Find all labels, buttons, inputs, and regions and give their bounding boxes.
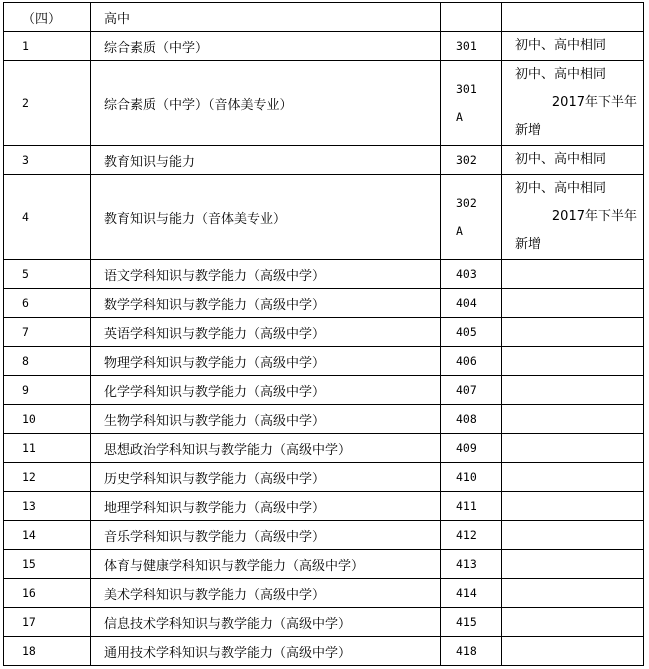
row-number: 1 — [4, 32, 91, 61]
subject-code-line: 301 — [456, 39, 477, 53]
remark-line: 初中、高中相同 — [515, 38, 607, 53]
remark — [502, 260, 644, 289]
subject-code — [441, 637, 502, 666]
remark — [502, 405, 644, 434]
subject-code-line: 415 — [456, 615, 477, 629]
row-number: 4 — [4, 175, 91, 260]
table-row — [4, 637, 644, 666]
table-row — [4, 175, 644, 260]
remark — [502, 347, 644, 376]
subject-code-line: 404 — [456, 296, 477, 310]
subject-code — [441, 376, 502, 405]
row-number: 2 — [4, 61, 91, 146]
subject-code-line: 408 — [456, 412, 477, 426]
subject-name: 化学学科知识与教学能力（高级中学） — [91, 376, 441, 405]
row-number: 15 — [4, 550, 91, 579]
row-number: 7 — [4, 318, 91, 347]
row-number: 13 — [4, 492, 91, 521]
table-row — [4, 146, 644, 175]
remark — [502, 32, 644, 61]
exam-subjects-table — [3, 2, 644, 666]
subject-name: 教育知识与能力（音体美专业） — [91, 175, 441, 260]
subject-code-line: 418 — [456, 644, 477, 658]
subject-code — [441, 318, 502, 347]
subject-name: 历史学科知识与教学能力（高级中学） — [91, 463, 441, 492]
table-row — [4, 579, 644, 608]
subject-name: 通用技术学科知识与教学能力（高级中学） — [91, 637, 441, 666]
row-number: 11 — [4, 434, 91, 463]
subject-code-line: A — [456, 110, 463, 124]
subject-code — [441, 579, 502, 608]
section-header-row — [4, 3, 644, 32]
remark — [502, 463, 644, 492]
remark — [502, 376, 644, 405]
row-number: 12 — [4, 463, 91, 492]
subject-code — [441, 434, 502, 463]
row-number: 18 — [4, 637, 91, 666]
row-number: 5 — [4, 260, 91, 289]
table-row — [4, 318, 644, 347]
subject-code — [441, 550, 502, 579]
row-number: 17 — [4, 608, 91, 637]
row-number: 16 — [4, 579, 91, 608]
subject-code-line: 403 — [456, 267, 477, 281]
remark — [502, 175, 644, 260]
subject-name: 综合素质（中学） — [91, 32, 441, 61]
table-row — [4, 260, 644, 289]
remark-line: 新增 — [515, 123, 542, 138]
table-row — [4, 550, 644, 579]
subject-code — [441, 146, 502, 175]
subject-code-line: 406 — [456, 354, 477, 368]
remark — [502, 146, 644, 175]
subject-name: 数学学科知识与教学能力（高级中学） — [91, 289, 441, 318]
subject-code-line: 301 — [456, 82, 477, 96]
remark-line: 初中、高中相同 — [515, 67, 607, 82]
subject-code-line: 412 — [456, 528, 477, 542]
subject-code — [441, 260, 502, 289]
subject-name: 思想政治学科知识与教学能力（高级中学） — [91, 434, 441, 463]
row-number: 9 — [4, 376, 91, 405]
table-row — [4, 289, 644, 318]
remark-line: 初中、高中相同 — [515, 181, 607, 196]
subject-code — [441, 175, 502, 260]
subject-name: 综合素质（中学）（音体美专业） — [91, 61, 441, 146]
remark — [502, 521, 644, 550]
remark — [502, 637, 644, 666]
remark — [502, 318, 644, 347]
subject-code-line: 407 — [456, 383, 477, 397]
section-number: （四） — [4, 3, 91, 32]
table-row — [4, 492, 644, 521]
subject-name: 英语学科知识与教学能力（高级中学） — [91, 318, 441, 347]
row-number: 10 — [4, 405, 91, 434]
subject-name: 体育与健康学科知识与教学能力（高级中学） — [91, 550, 441, 579]
subject-code-line: A — [456, 224, 463, 238]
remark-line: 新增 — [515, 237, 542, 252]
subject-code-line: 302 — [456, 196, 477, 210]
subject-code — [441, 289, 502, 318]
row-number: 14 — [4, 521, 91, 550]
remark — [502, 61, 644, 146]
table-row — [4, 376, 644, 405]
subject-code-line: 413 — [456, 557, 477, 571]
subject-code — [441, 492, 502, 521]
subject-code — [441, 463, 502, 492]
subject-code-line: 302 — [456, 153, 477, 167]
subject-code — [441, 608, 502, 637]
table-row — [4, 405, 644, 434]
table-row — [4, 32, 644, 61]
remark — [502, 608, 644, 637]
subject-name: 音乐学科知识与教学能力（高级中学） — [91, 521, 441, 550]
table-row — [4, 434, 644, 463]
table-row — [4, 608, 644, 637]
table-row — [4, 463, 644, 492]
subject-code — [441, 405, 502, 434]
subject-code — [441, 61, 502, 146]
subject-name: 教育知识与能力 — [91, 146, 441, 175]
subject-name: 信息技术学科知识与教学能力（高级中学） — [91, 608, 441, 637]
row-number: 3 — [4, 146, 91, 175]
table-row — [4, 521, 644, 550]
subject-code — [441, 521, 502, 550]
remark — [502, 434, 644, 463]
section-level: 高中 — [91, 3, 441, 32]
subject-name: 地理学科知识与教学能力（高级中学） — [91, 492, 441, 521]
subject-code-line: 411 — [456, 499, 477, 513]
remark-line: 2017年下半年 — [551, 209, 637, 224]
table-row — [4, 61, 644, 146]
remark-line: 2017年下半年 — [551, 95, 637, 110]
subject-name: 美术学科知识与教学能力（高级中学） — [91, 579, 441, 608]
subject-code — [441, 32, 502, 61]
row-number: 8 — [4, 347, 91, 376]
table-row — [4, 347, 644, 376]
subject-code-line: 414 — [456, 586, 477, 600]
subject-name: 生物学科知识与教学能力（高级中学） — [91, 405, 441, 434]
subject-name: 语文学科知识与教学能力（高级中学） — [91, 260, 441, 289]
remark — [502, 579, 644, 608]
empty-cell — [502, 3, 644, 32]
table-body — [4, 3, 644, 666]
remark — [502, 550, 644, 579]
subject-code-line: 405 — [456, 325, 477, 339]
remark — [502, 289, 644, 318]
remark — [502, 492, 644, 521]
row-number: 6 — [4, 289, 91, 318]
subject-code — [441, 347, 502, 376]
empty-cell — [441, 3, 502, 32]
subject-code-line: 410 — [456, 470, 477, 484]
remark-line: 初中、高中相同 — [515, 152, 607, 167]
subject-code-line: 409 — [456, 441, 477, 455]
subject-name: 物理学科知识与教学能力（高级中学） — [91, 347, 441, 376]
